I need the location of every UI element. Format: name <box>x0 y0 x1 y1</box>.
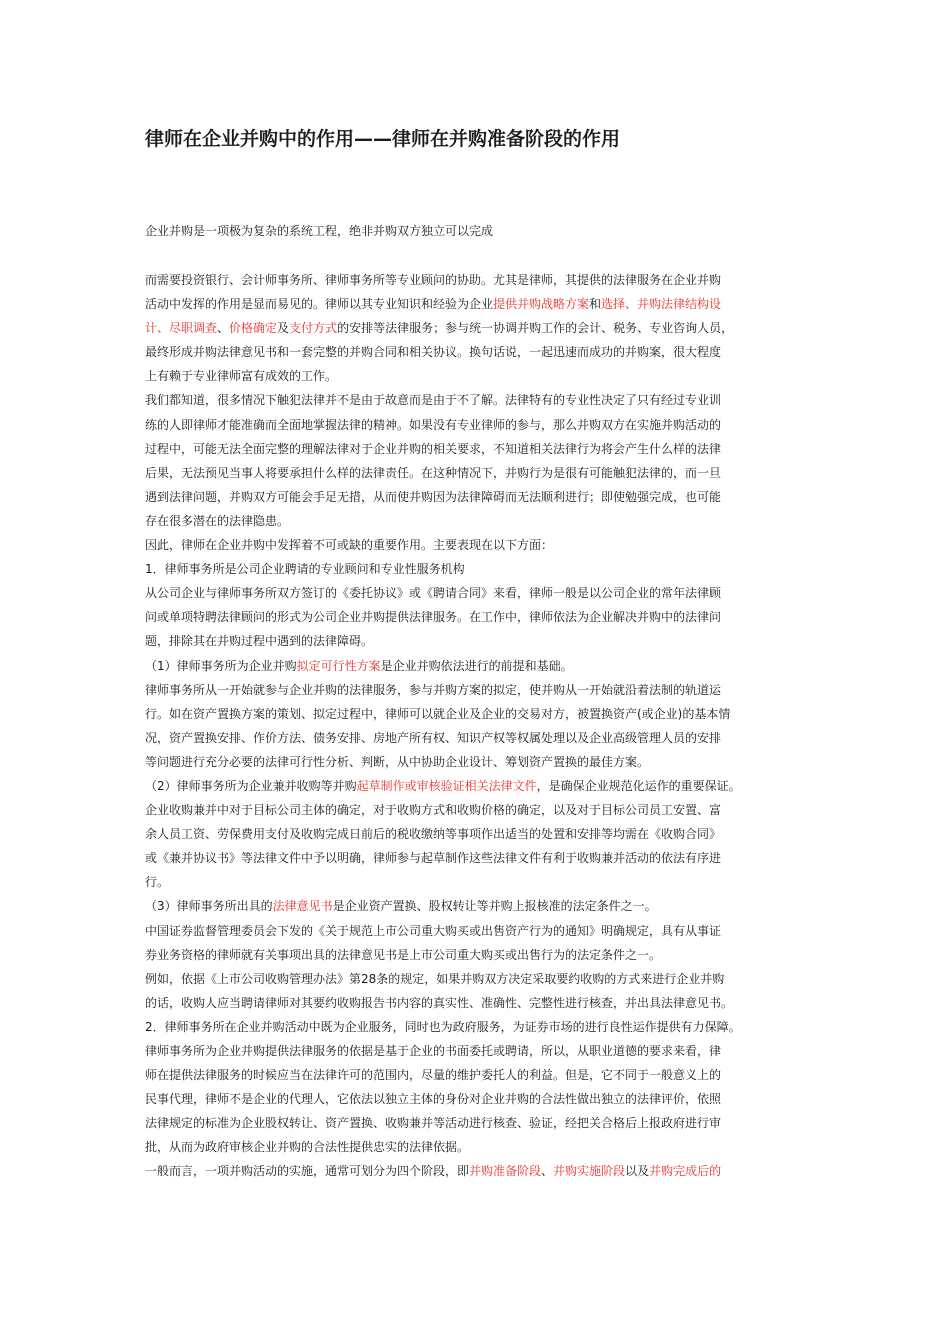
highlighted-term: 价格确定 <box>229 321 278 336</box>
text-segment: 、 <box>217 321 230 336</box>
text-segment: 练的人即律师才能准确而全面地掌握法律的精神。如果没有专业律师的参与，那么并购双方在实施并购活动的 <box>145 417 722 432</box>
text-line <box>145 485 825 509</box>
text-line <box>145 1063 825 1087</box>
text-segment: 况，资产置换安排、作价方法、债务安排、房地产所有权、知识产权等权属处理以及企业高级管理人员的安排 <box>145 730 722 745</box>
text-segment: 及 <box>277 321 290 336</box>
text-line <box>145 894 825 918</box>
text-line <box>145 943 825 967</box>
text-line <box>145 509 825 533</box>
intro-sentence: 企业并购是一项极为复杂的系统工程，绝非并购双方独立可以完成 <box>145 224 494 238</box>
text-line <box>145 1159 825 1183</box>
text-segment: 遇到法律问题，并购双方可能会手足无措，从而使并购因为法律障碍而无法顺利进行；即使勉强完成，也可能 <box>145 489 722 504</box>
highlighted-term: 支付方式 <box>289 321 338 336</box>
text-segment: 券业务资格的律师就有关事项出具的法律意见书是上市公司重大购买或出售行为的法定条件之一。 <box>145 947 662 962</box>
text-line <box>145 292 825 316</box>
text-segment: 是企业资产置换、股权转让等并购上报核准的法定条件之一。 <box>332 899 657 914</box>
text-segment: 师在提供法律服务的时候应当在法律许可的范围内，尽量的维护委托人的利益。但是，它不同于一般意义上的 <box>145 1068 722 1083</box>
text-line <box>145 1039 825 1063</box>
text-segment: 因此，律师在企业并购中发挥着不可或缺的重要作用。主要表现在以下方面： <box>145 538 554 553</box>
text-line <box>145 846 825 870</box>
text-segment: 例如，依据《上市公司收购管理办法》第28条的规定，如果并购双方决定采取要约收购的方式来进行企业并购 <box>145 971 725 986</box>
text-segment: 一般而言，一项并购活动的实施，通常可划分为四个阶段，即 <box>145 1164 470 1179</box>
text-segment: 企业收购兼并中对于目标公司主体的确定，对于收购方式和收购价格的确定，以及对于目标公司员工安置、富 <box>145 803 722 818</box>
text-segment: 或《兼并协议书》等法律文件中予以明确，律师参与起草制作这些法律文件有利于收购兼并活动的依法有序进 <box>145 851 722 866</box>
highlighted-term: 并购实施阶段 <box>553 1164 626 1179</box>
text-line <box>145 967 825 991</box>
text-segment: 律师事务所为企业并购提供法律服务的依据是基于企业的书面委托或聘请，所以，从职业道德的要求来看，律 <box>145 1044 722 1058</box>
text-line <box>145 654 825 678</box>
highlighted-term: 起草制作或审核验证相关法律文件 <box>356 778 537 793</box>
text-segment: 最终形成并购法律意见书和一套完整的并购合同和相关协议。换句话说，一起迅速而成功的并购案，很大程度 <box>145 345 722 360</box>
text-segment: 律师事务所从一开始就参与企业并购的法律服务，参与并购方案的拟定，使并购从一开始就沿着法制的轨道运 <box>145 682 722 697</box>
text-segment: 是企业并购依法进行的前提和基础。 <box>380 658 573 673</box>
text-line <box>145 364 825 388</box>
text-segment: 的安排等法律服务；参与统一协调并购工作的会计、税务、专业咨询人员， <box>337 321 734 336</box>
text-segment: 活动中发挥的作用是显而易见的。律师以其专业知识和经验为企业 <box>145 297 494 312</box>
text-line <box>145 1087 825 1111</box>
text-line <box>145 870 825 894</box>
text-line <box>145 678 825 702</box>
text-line <box>145 726 825 750</box>
text-line <box>145 1015 825 1039</box>
text-line <box>145 340 825 364</box>
text-line <box>145 919 825 943</box>
text-segment: 问或单项特聘法律顾问的形式为公司企业并购提供法律服务。在工作中，律师依法为企业解决并购中的法律问 <box>145 610 722 625</box>
text-segment: 过程中，可能无法全面完整的理解法律对于企业并购的相关要求，不知道相关法律行为将会产生什么样的法律 <box>145 441 722 456</box>
text-line <box>145 702 825 726</box>
text-segment: 法律规定的标准为企业股权转让、资产置换、收购兼并等活动进行核查、验证，经把关合格后上报政府进行审 <box>145 1116 722 1131</box>
text-line <box>145 437 825 461</box>
text-line <box>145 605 825 629</box>
text-segment: 余人员工资、劳保费用支付及收购完成日前后的税收缴纳等事项作出适当的处置和安排等均需在《收购合同》 <box>145 827 722 842</box>
text-line <box>145 991 825 1015</box>
text-segment: 批，从而为政府审核企业并购的合法性提供忠实的法律依据。 <box>145 1140 470 1155</box>
text-line <box>145 1111 825 1135</box>
text-segment: 和 <box>589 297 602 312</box>
text-segment: 、 <box>541 1164 554 1179</box>
text-segment: 后果，无法预见当事人将要承担什么样的法律责任。在这种情况下，并购行为是很有可能触犯法律的，而一旦 <box>145 465 722 480</box>
text-segment: （2）律师事务所为企业兼并收购等并购 <box>145 778 357 793</box>
text-line <box>145 581 825 605</box>
text-line <box>145 629 825 653</box>
highlighted-term: 法律意见书 <box>272 899 333 914</box>
text-line <box>145 316 825 340</box>
text-segment: 等问题进行充分必要的法律可行性分析、判断，从中协助企业设计、筹划资产置换的最佳方案。 <box>145 754 650 769</box>
highlighted-term: 计、尽职调查 <box>145 321 218 336</box>
text-line <box>145 533 825 557</box>
text-segment: 行。如在资产置换方案的策划、拟定过程中，律师可以就企业及企业的交易对方，被置换资产(或企业)的基本情 <box>145 706 731 721</box>
text-line <box>145 413 825 437</box>
text-segment: 存在很多潜在的法律隐患。 <box>145 513 290 528</box>
highlighted-term: 并购准备阶段 <box>469 1164 542 1179</box>
text-line <box>145 557 825 581</box>
text-segment: ，是确保企业规范化运作的重要保证。 <box>536 778 741 793</box>
text-line <box>145 388 825 412</box>
document-title: 律师在企业并购中的作用——律师在并购准备阶段的作用 <box>145 128 621 150</box>
text-line <box>145 268 825 292</box>
text-segment: 中国证券监督管理委员会下发的《关于规范上市公司重大购买或出售资产行为的通知》明确规定，具有从事证 <box>145 923 722 938</box>
text-segment: 我们都知道，很多情况下触犯法律并不是由于故意而是由于不了解。法律特有的专业性决定了只有经过专业训 <box>145 393 722 408</box>
text-segment: （3）律师事务所出具的 <box>145 899 273 914</box>
highlighted-term: 并购完成后的 <box>649 1164 722 1179</box>
text-line <box>145 774 825 798</box>
document-body <box>145 268 825 1184</box>
text-line <box>145 822 825 846</box>
text-segment: 题，排除其在并购过程中遇到的法律障碍。 <box>145 634 374 649</box>
text-segment: 上有赖于专业律师富有成效的工作。 <box>145 369 338 384</box>
text-line <box>145 461 825 485</box>
highlighted-term: 选择、并购法律结构设 <box>601 297 722 312</box>
text-segment: 而需要投资银行、会计师事务所、律师事务所等专业顾问的协助。尤其是律师，其提供的法律服务在企业并购 <box>145 273 722 287</box>
text-segment: 以及 <box>625 1164 650 1179</box>
text-line <box>145 1135 825 1159</box>
text-segment: 行。 <box>145 875 170 890</box>
text-segment: 2．律师事务所在企业并购活动中既为企业服务，同时也为政府服务，为证券市场的进行良性运作提供有力保障。 <box>145 1019 741 1034</box>
text-line <box>145 750 825 774</box>
text-segment: 的话，收购人应当聘请律师对其要约收购报告书内容的真实性、准确性、完整性进行核查，并出具法律意见书。 <box>145 995 734 1010</box>
text-segment: （1）律师事务所为企业并购 <box>145 658 297 673</box>
text-segment: 民事代理，律师不是企业的代理人，它依法以独立主体的身份对企业并购的合法性做出独立的法律评价，依照 <box>145 1092 722 1107</box>
highlighted-term: 提供并购战略方案 <box>493 297 590 312</box>
highlighted-term: 拟定可行性方案 <box>296 658 381 673</box>
text-line <box>145 798 825 822</box>
text-segment: 从公司企业与律师事务所双方签订的《委托协议》或《聘请合同》来看，律师一般是以公司企业的常年法律顾 <box>145 586 722 601</box>
text-segment: 1．律师事务所是公司企业聘请的专业顾问和专业性服务机构 <box>145 562 465 577</box>
